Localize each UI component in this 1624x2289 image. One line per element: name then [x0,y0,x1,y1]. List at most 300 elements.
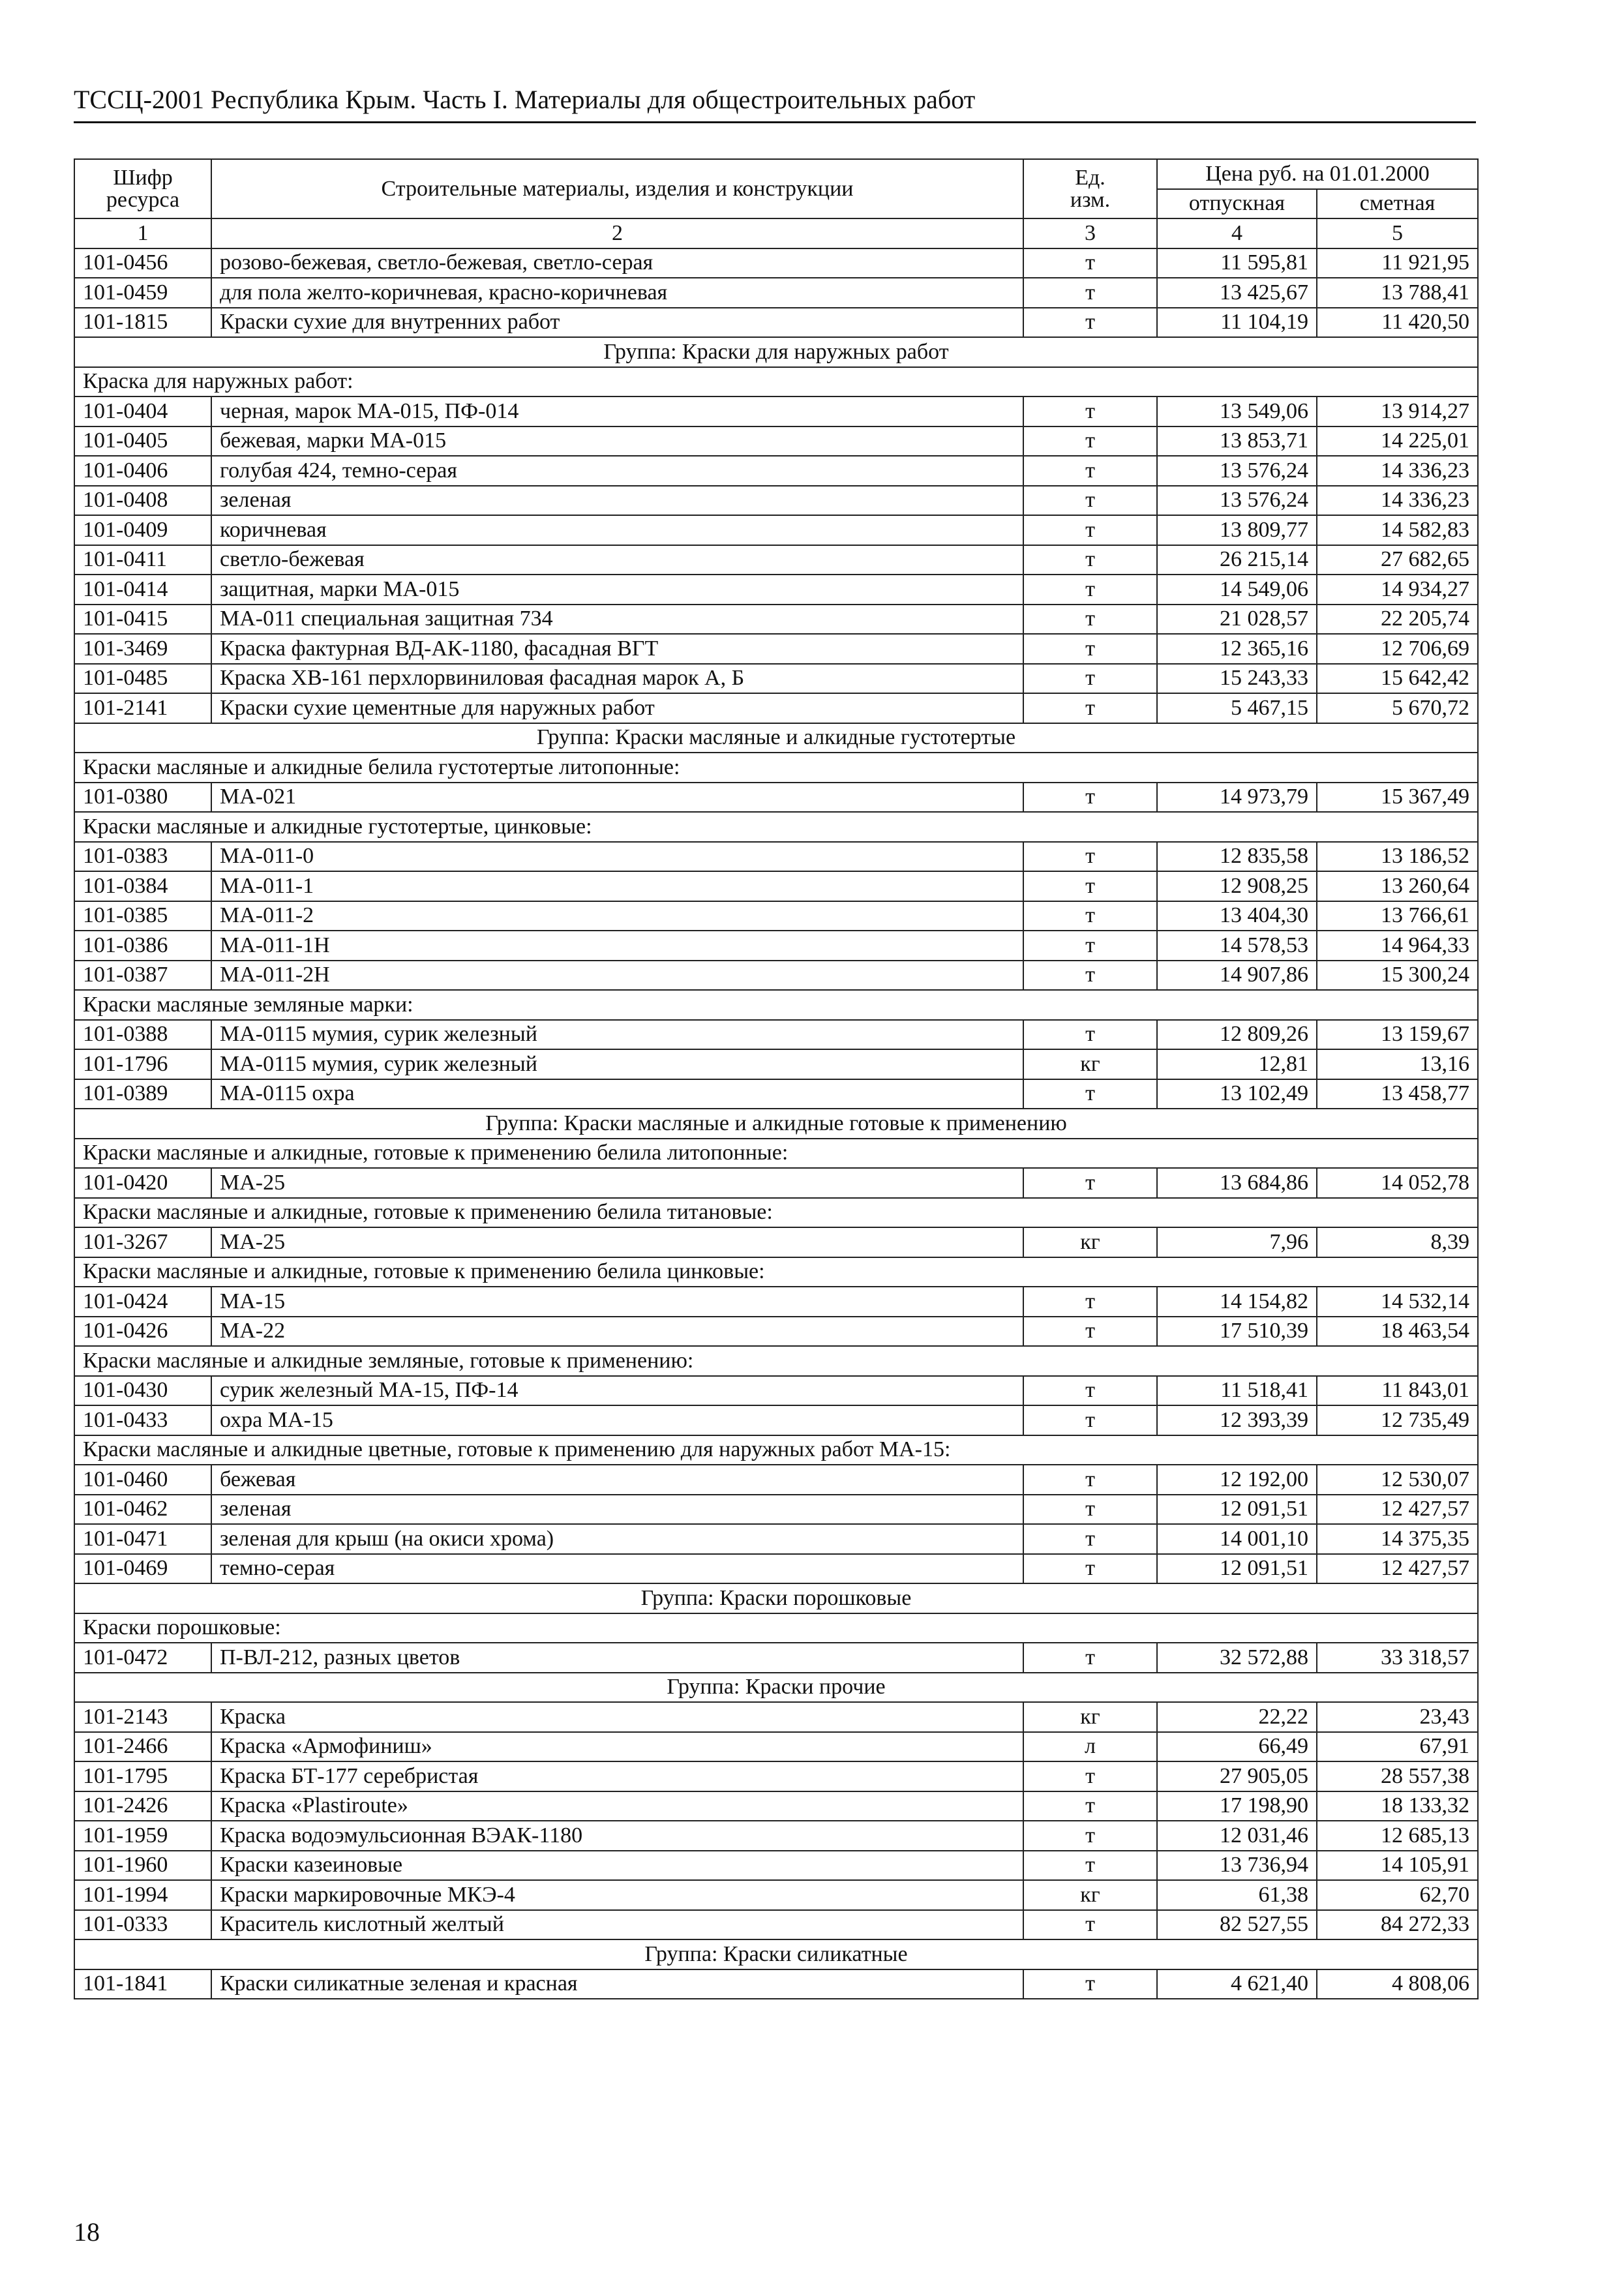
subgroup-title: Краски масляные и алкидные земляные, готовые к применению: [74,1346,1478,1376]
material-name: сурик железный МА-15, ПФ-14 [211,1376,1023,1406]
release-price: 11 104,19 [1157,308,1317,338]
resource-code: 101-0471 [74,1524,211,1554]
subgroup-title: Краски масляные и алкидные, готовые к применению белила титановые: [74,1198,1478,1228]
release-price: 32 572,88 [1157,1643,1317,1673]
estimate-price: 22 205,74 [1317,605,1478,635]
estimate-price: 18 463,54 [1317,1317,1478,1347]
unit-cell: т [1023,931,1157,961]
estimate-price: 14 105,91 [1317,1851,1478,1881]
resource-code: 101-0386 [74,931,211,961]
estimate-price: 14 934,27 [1317,575,1478,605]
material-name: бежевая [211,1465,1023,1495]
estimate-price: 11 921,95 [1317,248,1478,278]
resource-code: 101-0388 [74,1020,211,1050]
estimate-price: 14 532,14 [1317,1287,1478,1317]
unit-cell: т [1023,1495,1157,1525]
resource-code: 101-0404 [74,396,211,426]
resource-code: 101-0385 [74,901,211,931]
table-row [74,634,1478,664]
unit-cell: т [1023,515,1157,545]
unit-cell: т [1023,248,1157,278]
material-name: Краски сухие цементные для наружных работ [211,693,1023,723]
estimate-price: 15 367,49 [1317,783,1478,813]
estimate-price: 12 427,57 [1317,1495,1478,1525]
estimate-price: 23,43 [1317,1702,1478,1732]
estimate-price: 8,39 [1317,1227,1478,1257]
table-row [74,605,1478,635]
table-row [74,1227,1478,1257]
table-row [74,1732,1478,1762]
release-price: 15 243,33 [1157,664,1317,694]
table-row [74,396,1478,426]
subgroup-row [74,753,1478,783]
table-row [74,1702,1478,1732]
unit-cell: т [1023,278,1157,308]
unit-cell: кг [1023,1880,1157,1910]
header-name: Строительные материалы, изделия и конструкции [211,159,1023,218]
table-row [74,1554,1478,1584]
estimate-price: 12 685,13 [1317,1821,1478,1851]
release-price: 13 102,49 [1157,1079,1317,1109]
table-row [74,545,1478,575]
page-header [74,83,1476,123]
estimate-price: 15 642,42 [1317,664,1478,694]
estimate-price: 84 272,33 [1317,1910,1478,1940]
estimate-price: 13 914,27 [1317,396,1478,426]
resource-code: 101-0389 [74,1079,211,1109]
release-price: 13 549,06 [1157,396,1317,426]
table-row [74,871,1478,901]
estimate-price: 67,91 [1317,1732,1478,1762]
estimate-price: 4 808,06 [1317,1969,1478,1999]
estimate-price: 13 186,52 [1317,842,1478,872]
subgroup-title: Краски масляные и алкидные густотертые, цинковые: [74,812,1478,842]
estimate-price: 13 788,41 [1317,278,1478,308]
subgroup-title: Краски порошковые: [74,1613,1478,1643]
resource-code: 101-0411 [74,545,211,575]
material-name: черная, марок МА-015, ПФ-014 [211,396,1023,426]
resource-code: 101-2426 [74,1791,211,1821]
group-title: Группа: Краски прочие [74,1673,1478,1703]
subgroup-row [74,990,1478,1020]
table-row [74,1821,1478,1851]
table-row [74,1791,1478,1821]
unit-cell: т [1023,1168,1157,1198]
material-name: МА-011-2Н [211,961,1023,991]
estimate-price: 13 766,61 [1317,901,1478,931]
material-name: МА-011-0 [211,842,1023,872]
resource-code: 101-0469 [74,1554,211,1584]
estimate-price: 62,70 [1317,1880,1478,1910]
release-price: 12 091,51 [1157,1495,1317,1525]
subgroup-title: Краски масляные и алкидные цветные, готовые к применению для наружных работ МА-15: [74,1435,1478,1465]
release-price: 12 835,58 [1157,842,1317,872]
resource-code: 101-1796 [74,1049,211,1079]
column-number: 4 [1157,218,1317,248]
table-row [74,426,1478,456]
table-header [74,159,1478,248]
material-name: зеленая для крыш (на окиси хрома) [211,1524,1023,1554]
material-name: зеленая [211,486,1023,516]
table-row [74,1049,1478,1079]
resource-code: 101-0405 [74,426,211,456]
column-number: 5 [1317,218,1478,248]
unit-cell: т [1023,783,1157,813]
material-name: розово-бежевая, светло-бежевая, светло-серая [211,248,1023,278]
resource-code: 101-0408 [74,486,211,516]
unit-cell: т [1023,842,1157,872]
release-price: 13 853,71 [1157,426,1317,456]
unit-cell: т [1023,1969,1157,1999]
unit-cell: т [1023,1554,1157,1584]
release-price: 22,22 [1157,1702,1317,1732]
estimate-price: 14 052,78 [1317,1168,1478,1198]
resource-code: 101-0387 [74,961,211,991]
table-row [74,1317,1478,1347]
estimate-price: 12 706,69 [1317,634,1478,664]
estimate-price: 12 427,57 [1317,1554,1478,1584]
subgroup-row [74,1139,1478,1169]
material-name: Краска [211,1702,1023,1732]
table-row [74,1643,1478,1673]
group-title: Группа: Краски масляные и алкидные готовые к применению [74,1109,1478,1139]
column-number: 2 [211,218,1023,248]
estimate-price: 14 375,35 [1317,1524,1478,1554]
release-price: 11 595,81 [1157,248,1317,278]
table-row [74,693,1478,723]
table-row [74,1851,1478,1881]
material-name: защитная, марки МА-015 [211,575,1023,605]
release-price: 14 578,53 [1157,931,1317,961]
subgroup-row [74,1613,1478,1643]
unit-cell: т [1023,1465,1157,1495]
group-title: Группа: Краски силикатные [74,1939,1478,1969]
group-title: Группа: Краски масляные и алкидные густотертые [74,723,1478,753]
resource-code: 101-0333 [74,1910,211,1940]
resource-code: 101-0430 [74,1376,211,1406]
unit-cell: т [1023,575,1157,605]
table-row [74,1880,1478,1910]
release-price: 13 736,94 [1157,1851,1317,1881]
estimate-price: 12 530,07 [1317,1465,1478,1495]
unit-cell: т [1023,693,1157,723]
resource-code: 101-2143 [74,1702,211,1732]
release-price: 12 908,25 [1157,871,1317,901]
table-row [74,783,1478,813]
resource-code: 101-0456 [74,248,211,278]
table-row [74,1465,1478,1495]
unit-cell: т [1023,396,1157,426]
estimate-price: 14 964,33 [1317,931,1478,961]
material-name: голубая 424, темно-серая [211,456,1023,486]
subgroup-row [74,1346,1478,1376]
release-price: 13 684,86 [1157,1168,1317,1198]
release-price: 21 028,57 [1157,605,1317,635]
unit-cell: кг [1023,1227,1157,1257]
header-estimate-price: сметная [1317,189,1478,219]
estimate-price: 28 557,38 [1317,1761,1478,1791]
table-row [74,901,1478,931]
release-price: 66,49 [1157,1732,1317,1762]
table-row [74,456,1478,486]
group-title: Группа: Краски для наружных работ [74,337,1478,367]
estimate-price: 18 133,32 [1317,1791,1478,1821]
group-row [74,1583,1478,1613]
resource-code: 101-1994 [74,1880,211,1910]
resource-code: 101-2141 [74,693,211,723]
material-name: МА-15 [211,1287,1023,1317]
unit-cell: кг [1023,1702,1157,1732]
table-row [74,1376,1478,1406]
release-price: 17 198,90 [1157,1791,1317,1821]
unit-cell: т [1023,426,1157,456]
estimate-price: 13 260,64 [1317,871,1478,901]
release-price: 13 809,77 [1157,515,1317,545]
group-row [74,723,1478,753]
unit-cell: л [1023,1732,1157,1762]
release-price: 12 365,16 [1157,634,1317,664]
table-row [74,931,1478,961]
release-price: 12 091,51 [1157,1554,1317,1584]
table-row [74,664,1478,694]
resource-code: 101-0424 [74,1287,211,1317]
resource-code: 101-0460 [74,1465,211,1495]
resource-code: 101-1841 [74,1969,211,1999]
subgroup-title: Краски масляные и алкидные, готовые к применению белила цинковые: [74,1257,1478,1287]
release-price: 82 527,55 [1157,1910,1317,1940]
page-number: 18 [74,2217,100,2247]
subgroup-title: Краски масляные земляные марки: [74,990,1478,1020]
release-price: 14 154,82 [1157,1287,1317,1317]
estimate-price: 13 159,67 [1317,1020,1478,1050]
resource-code: 101-0380 [74,783,211,813]
material-name: темно-серая [211,1554,1023,1584]
material-name: Краска «Армофиниш» [211,1732,1023,1762]
table-row [74,961,1478,991]
subgroup-title: Краски масляные и алкидные, готовые к применению белила литопонные: [74,1139,1478,1169]
resource-code: 101-1795 [74,1761,211,1791]
unit-cell: т [1023,901,1157,931]
header-code: Шифр ресурса [74,159,211,218]
table-row [74,1761,1478,1791]
group-row [74,1109,1478,1139]
release-price: 7,96 [1157,1227,1317,1257]
material-name: Краски маркировочные МКЭ-4 [211,1880,1023,1910]
release-price: 13 576,24 [1157,456,1317,486]
release-price: 14 973,79 [1157,783,1317,813]
release-price: 13 425,67 [1157,278,1317,308]
estimate-price: 14 336,23 [1317,486,1478,516]
unit-cell: т [1023,456,1157,486]
estimate-price: 12 735,49 [1317,1405,1478,1435]
table-row [74,1079,1478,1109]
material-name: Краски силикатные зеленая и красная [211,1969,1023,1999]
resource-code: 101-3267 [74,1227,211,1257]
material-name: Краска водоэмульсионная ВЭАК-1180 [211,1821,1023,1851]
material-name: Краски казеиновые [211,1851,1023,1881]
table-row [74,1910,1478,1940]
unit-cell: т [1023,1405,1157,1435]
resource-code: 101-0420 [74,1168,211,1198]
resource-code: 101-0462 [74,1495,211,1525]
table-row [74,248,1478,278]
table-row [74,1405,1478,1435]
table-row [74,1969,1478,1999]
group-row [74,1673,1478,1703]
material-name: МА-0115 мумия, сурик железный [211,1049,1023,1079]
material-name: Краска фактурная ВД-АК-1180, фасадная ВГТ [211,634,1023,664]
material-name: Краска БТ-177 серебристая [211,1761,1023,1791]
resource-code: 101-1960 [74,1851,211,1881]
release-price: 13 404,30 [1157,901,1317,931]
release-price: 13 576,24 [1157,486,1317,516]
unit-cell: т [1023,605,1157,635]
table-row [74,842,1478,872]
material-name: МА-021 [211,783,1023,813]
resource-code: 101-0415 [74,605,211,635]
unit-cell: т [1023,545,1157,575]
material-name: светло-бежевая [211,545,1023,575]
material-name: П-ВЛ-212, разных цветов [211,1643,1023,1673]
release-price: 14 549,06 [1157,575,1317,605]
subgroup-row [74,1198,1478,1228]
table-row [74,1168,1478,1198]
material-name: для пола желто-коричневая, красно-коричневая [211,278,1023,308]
material-name: МА-0115 мумия, сурик железный [211,1020,1023,1050]
group-row [74,337,1478,367]
resource-code: 101-3469 [74,634,211,664]
resource-code: 101-0406 [74,456,211,486]
unit-cell: т [1023,1524,1157,1554]
subgroup-title: Краска для наружных работ: [74,367,1478,397]
unit-cell: т [1023,1821,1157,1851]
resource-code: 101-2466 [74,1732,211,1762]
resource-code: 101-0414 [74,575,211,605]
resource-code: 101-0459 [74,278,211,308]
material-name: коричневая [211,515,1023,545]
table-row [74,1524,1478,1554]
estimate-price: 15 300,24 [1317,961,1478,991]
unit-cell: т [1023,634,1157,664]
material-name: МА-25 [211,1168,1023,1198]
release-price: 26 215,14 [1157,545,1317,575]
subgroup-row [74,1435,1478,1465]
release-price: 4 621,40 [1157,1969,1317,1999]
estimate-price: 13,16 [1317,1049,1478,1079]
release-price: 17 510,39 [1157,1317,1317,1347]
unit-cell: т [1023,1910,1157,1940]
material-name: МА-22 [211,1317,1023,1347]
subgroup-row [74,1257,1478,1287]
release-price: 5 467,15 [1157,693,1317,723]
resource-code: 101-0485 [74,664,211,694]
material-name: Краски сухие для внутренних работ [211,308,1023,338]
table-body [74,248,1478,1999]
material-name: зеленая [211,1495,1023,1525]
estimate-price: 11 843,01 [1317,1376,1478,1406]
release-price: 12,81 [1157,1049,1317,1079]
estimate-price: 5 670,72 [1317,693,1478,723]
resource-code: 101-0409 [74,515,211,545]
release-price: 14 907,86 [1157,961,1317,991]
group-title: Группа: Краски порошковые [74,1583,1478,1613]
release-price: 27 905,05 [1157,1761,1317,1791]
estimate-price: 14 225,01 [1317,426,1478,456]
unit-cell: т [1023,1761,1157,1791]
document-title: ТССЦ-2001 Республика Крым. Часть I. Материалы для общестроительных работ [74,85,976,114]
unit-cell: т [1023,1079,1157,1109]
table-row [74,575,1478,605]
material-name: Краситель кислотный желтый [211,1910,1023,1940]
unit-cell: кг [1023,1049,1157,1079]
release-price: 12 192,00 [1157,1465,1317,1495]
table-row [74,278,1478,308]
unit-cell: т [1023,1376,1157,1406]
unit-cell: т [1023,664,1157,694]
unit-cell: т [1023,486,1157,516]
unit-cell: т [1023,1317,1157,1347]
release-price: 12 393,39 [1157,1405,1317,1435]
material-name: МА-011-1Н [211,931,1023,961]
material-name: МА-011-1 [211,871,1023,901]
release-price: 61,38 [1157,1880,1317,1910]
release-price: 12 031,46 [1157,1821,1317,1851]
unit-cell: т [1023,1287,1157,1317]
material-name: Краска ХВ-161 перхлорвиниловая фасадная марок А, Б [211,664,1023,694]
header-unit: Ед. изм. [1023,159,1157,218]
release-price: 14 001,10 [1157,1524,1317,1554]
estimate-price: 14 582,83 [1317,515,1478,545]
table-row [74,515,1478,545]
subgroup-row [74,812,1478,842]
estimate-price: 33 318,57 [1317,1643,1478,1673]
price-table [74,158,1479,1999]
material-name: бежевая, марки МА-015 [211,426,1023,456]
subgroup-row [74,367,1478,397]
table-row [74,486,1478,516]
estimate-price: 11 420,50 [1317,308,1478,338]
header-price: Цена руб. на 01.01.2000 [1157,159,1478,189]
resource-code: 101-1959 [74,1821,211,1851]
resource-code: 101-0472 [74,1643,211,1673]
subgroup-title: Краски масляные и алкидные белила густотертые литопонные: [74,753,1478,783]
unit-cell: т [1023,1791,1157,1821]
material-name: МА-011-2 [211,901,1023,931]
material-name: Краска «Plastiroute» [211,1791,1023,1821]
material-name: МА-25 [211,1227,1023,1257]
table-row [74,1020,1478,1050]
column-number: 3 [1023,218,1157,248]
column-number: 1 [74,218,211,248]
resource-code: 101-1815 [74,308,211,338]
material-name: охра МА-15 [211,1405,1023,1435]
unit-cell: т [1023,1643,1157,1673]
material-name: МА-011 специальная защитная 734 [211,605,1023,635]
table-row [74,1495,1478,1525]
header-release-price: отпускная [1157,189,1317,219]
unit-cell: т [1023,308,1157,338]
resource-code: 101-0383 [74,842,211,872]
unit-cell: т [1023,1020,1157,1050]
resource-code: 101-0384 [74,871,211,901]
material-name: МА-0115 охра [211,1079,1023,1109]
group-row [74,1939,1478,1969]
release-price: 12 809,26 [1157,1020,1317,1050]
resource-code: 101-0426 [74,1317,211,1347]
unit-cell: т [1023,871,1157,901]
resource-code: 101-0433 [74,1405,211,1435]
estimate-price: 13 458,77 [1317,1079,1478,1109]
